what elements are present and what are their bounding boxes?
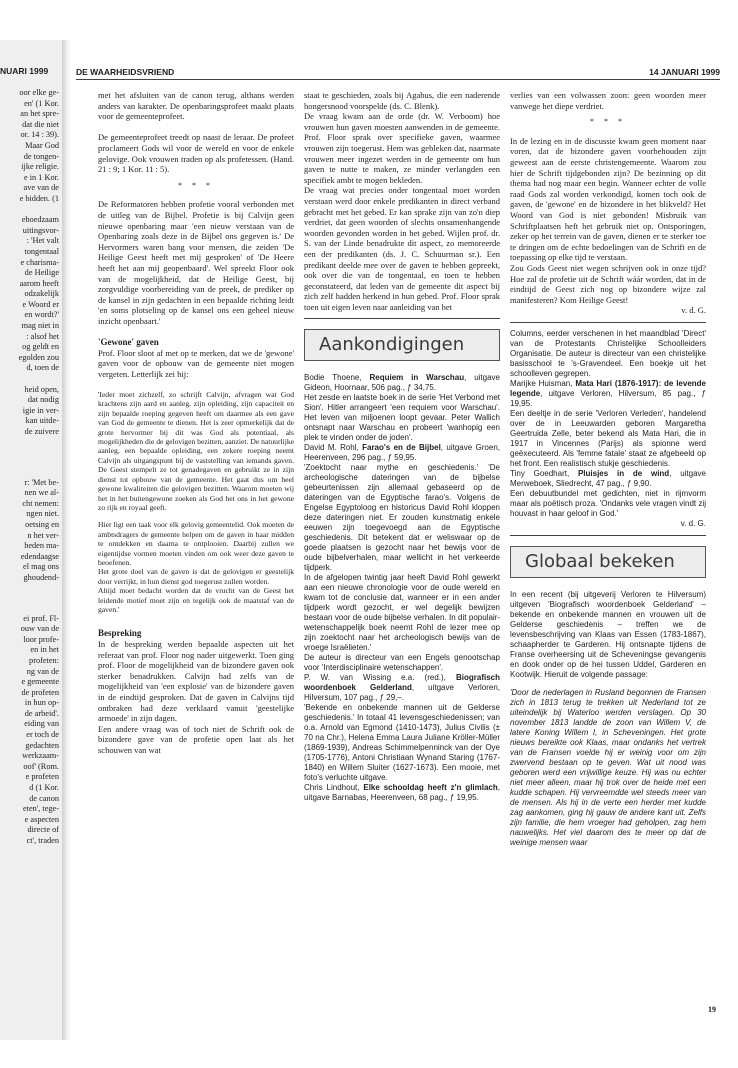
- paragraph: De Reformatoren hebben profetie vooral verbonden met de uitleg van de Bijbel. Profetie is bij Calvijn geen nieuwe openbaring maar 'een nieuw verstaan van de Openbaring zoals deze in de Bijbel ons gegeven is.' De Hervormers waren bang voor mensen, die zeiden 'De Heilige Geest heeft met mij gesproken' of 'De Heere heeft het aan mij geopenbaard'. Wel spreekt Floor ook van de mogelijkheid, dat de Heilige Geest, bij zorgvuldige voorbereiding van de preek, de prediker op de kansel in zijn gedachten in een bepaalde richting leidt 'en soms plotseling op de kansel ons een geheel nieuw inzicht openbaart.': [98, 199, 294, 326]
- announcements-banner: Aankondigingen: [304, 329, 500, 361]
- book-title: Requiem in Warschau: [369, 373, 465, 383]
- author-signature: v. d. G.: [680, 518, 706, 528]
- paragraph: met het afsluiten van de canon terug, althans werden anders van karakter. De openbaringsprofeet maakt plaats voor de gemeenteprofeet.: [98, 90, 294, 122]
- announcement-item: [304, 373, 500, 393]
- divider: [304, 318, 500, 319]
- book-title: Farao's en de Bijbel: [362, 443, 441, 453]
- book-details: , uitgave Verloren, Hilversum, 85 pag., ƒ 19,95.: [510, 388, 706, 408]
- announcement-description: In de afgelopen twintig jaar heeft David Rohl gewerkt aan een nieuwe chronologie voor de oude wereld en kwam tot de conclusie dat, wanneer er in een ander tijdperk wordt gezocht, er wel degelijk bewijzen bestaan voor de oude bijbelse verhalen. In dit populair-wetenschappelijk boek neemt Rohl de lezer mee op zijn zoektocht naar het archeologisch bewijs van de vroege Israëlieten.': [304, 573, 500, 653]
- book-author: Tiny Goedhart,: [510, 468, 578, 478]
- announcement-description: 'Zoektocht naar mythe en geschiedenis.' 'De archeologische dateringen van de bijbelse gebeurtenissen zijn allemaal gebaseerd op de dateringen van de Egyptische farao's. Volgens de Engelse Egyptoloog en historicus David Rohl kloppen deze dateringen niet. Er zouden kunstmatig enkele eeuwen zijn toegevoegd aan de Egyptische geschiedenis. Dit betekent dat er weliswaar op de goede plaatsen is gezocht naar het bewijs voor de oude bijbelverhalen, maar wellicht in het verkeerde tijdperk.: [304, 463, 500, 573]
- issue-date: 14 JANUARI 1999: [649, 67, 720, 77]
- paragraph: In de lezing en in de discussie kwam geen moment naar voren, dat de bizondere gaven voorbehouden zijn geweest aan de eerste christengemeente. Waarom zou hier de Schrift tijdgebonden zijn? De bezinning op dit thema had nog maar een begin. Wanneer echter de volle raad Gods zal worden verkondigd, komen toch ook de gaven, de 'gewone' en de bizondere in het blikveld? Het Woord van God is niet gebonden! Misbruik van Schriftplaatsen heft het gebruik niet op. Ontsporingen, zeker op het terrein van de gaven, dienen er te sterker toe te dringen om de echte bedoelingen van de Schrift en de toepassing op elke tijd te verstaan.: [510, 135, 706, 263]
- book-author: David M. Rohl,: [304, 443, 363, 453]
- announcement-item: [510, 469, 706, 489]
- paragraph: verlies van een volwassen zoon: geen woorden meer vanwege het diepe verdriet.: [510, 90, 706, 111]
- section-heading: Bespreking: [98, 628, 142, 639]
- globaal-bekeken-banner: Globaal bekeken: [510, 546, 706, 578]
- announcement-description: Columns, eerder verschenen in het maandblad 'Direct' van de Protestants Christelijke Schoolleiders Organisatie. De auteur is directeur van een christelijke basisschool te 's-Gravendeel. Een boekje uit het schoolleven gegrepen.: [510, 328, 706, 378]
- announcement-description: Een deeltje in de serie 'Verloren Verleden', handelend over de in Leeuwarden geboren Margaretha Geertruida Zelle, beter bekend als Mata Hari, die in 1917 in Vincennes (Parijs) als spionne werd geëxecuteerd. Als 'femme fatale' staat ze afgebeeld op het front. Een realistisch stukje geschiedenis.: [510, 408, 706, 468]
- paragraph: Zou Gods Geest niet wegen schrijven ook in onze tijd? Hoe zal de profetie uit de Schrift wáár worden, dat in de eindtijd de Geest zich nog op bizondere wijze zal manifesteren? Kom Heilige Geest!: [510, 262, 706, 305]
- previous-page-edge: [0, 40, 62, 1040]
- book-details: , uitgave Merweboek, Sliedrecht, 47 pag., ƒ 9,90.: [510, 468, 706, 488]
- book-title: Elke schooldag heeft z'n glimlach: [363, 783, 498, 793]
- column-1: [98, 90, 294, 756]
- page-header: [76, 67, 720, 80]
- book-author: Bodie Thoene,: [304, 373, 370, 383]
- book-author: Chris Lindhout,: [304, 783, 364, 793]
- previous-page-fragment: heid open, dat nodig igie in ver- kan uitde- de zuivere: [22, 384, 59, 436]
- paragraph: De vraag kwam aan de orde (dr. W. Verboom) hoe vrouwen hun gaven moesten aanwenden in de gemeente. Prof. Floor sprak over specifieke gaven, waarmee vrouwen zijn toegerust. Hem was gebleken dat, naarmate vrouwen meer ingezet werden in de gemeente om hun gaven te nutte te maken, ze minder verlangden een specifiek ambt te mogen bekleden.: [304, 111, 500, 185]
- announcement-item: [510, 379, 706, 409]
- previous-page-fragment: r: 'Met be- nen we al- cht nemen: ngen niet. oetsing en n het ver- heden ma- edendaagse el mag ons ghoudend-: [20, 477, 59, 582]
- announcement-description: 'Bekende en onbekende mannen uit de Gelderse geschiedenis.' In totaal 41 levensgeschiedenissen; van o.a. Arnold van Egmond (1410-1473), Julius Civilis (± 70 na Chr.), Helena Emma Laura Juliane Kröller-Müller (1869-1939), Andreas Schimmelpenninck van der Oye (1705-1776), Antoni Christiaan Wynand Staring (1767-1840) en Willem Sluiter (1627-1673). Een mooie, met foto's verluchte uitgave.: [304, 703, 500, 783]
- previous-page-fragment: ehoedzaam uitingsvor- : 'Het valt tongentaal e charisma- de Heilige aarom heeft odzakelijk e Woord er en wordt?' mag niet in : alsof het og geldt en egolden zou d, toen de: [18, 215, 59, 373]
- paragraph: In de bespreking werden bepaalde aspecten uit het referaat van prof. Floor nog nader uitgewerkt. Toen ging prof. Floor de mogelijkheid van de bizondere gaven ook sterker benadrukken. Calvijn had zelfs van de mogelijkheid van 'een explosie' van de bizondere gaven in de eindtijd gesproken. Dat de gaven in Calvijns tijd ontbraken had deze verklaard vanuit 'geestelijke armoede' in zijn dagen.: [98, 638, 294, 724]
- announcement-description: Een debuutbundel met gedichten, niet in rijmvorm maar als poëtisch proza. 'Ondanks vele vragen vindt zij houvast in haar geloof in God.': [510, 488, 706, 518]
- book-author: P. W. van Wissing e.a. (red.),: [304, 673, 456, 683]
- paragraph: staat te geschieden, zoals bij Agabus, die een naderende hongersnood voorspelde (ds. C. Blenk).: [304, 90, 500, 111]
- globaal-quote: 'Door de nederlagen in Rusland begonnen de Fransen zich in 1813 terug te trekken uit Nederland tot ze uiteindelijk bij Waterloo werden verslagen. Op 30 november 1813 landde de zoon van Willem V, de latere Koning Willem I, in Scheveningen. Het grote nieuws bereikte ook Klaas, maar ondanks het vertrek van de Fransen voelde hij er weinig voor om zijn zwervend bestaan op te geven. Wat uit nood was geboren werd een vrijwillige keuze. Hij was nu echter niet meer alleen, maar hij trok over de heide met een kudde schapen. Hij vervreemdde wel steeds meer van de mensen. Als hij in de verte een herder met kudde zag aankomen, ging hij gauw de andere kant uit. Zelfs zijn familie, die hem vroeger had geholpen, zag hem nauwelijks. Het viel daarom des te meer op dat de weinige mensen waar: [510, 687, 706, 847]
- quote-paragraph: 'Ieder moet zichzelf, zo schrijft Calvijn, afvragen wat God krachtens zijn aard en aanleg, zijn opleiding, zijn capaciteit en zijn bepaalde roeping gegeven heeft om daarmee als een gave van God de gemeente te dienen. Het is zeer opmerkelijk dat de grote hervormer bij dit was God als potentiaal, als mogelijkheden die de gelovigen bezitten, aanziet. De natuurlijke aanleg, een bepaalde opleiding, een zekere roeping neemt Calvijn als uitgangspunt bij de vaststelling van iemands gaven. De Geest stempelt ze tot genadegaven en gebruikt ze in zijn dienst tot opbouw van de gemeente. Het gaat dus om heel gewone kwaliteiten die gelovigen bezitten. Waarom moeten wij het in het buitengewone zoeken als God het ons in het gewone zo rijk en royaal geeft.: [98, 390, 294, 512]
- book-details: , uitgave Gideon, Hoornaar, 506 pag., ƒ 34,75.: [304, 373, 501, 393]
- divider: [510, 535, 706, 536]
- announcement-description: Het zesde en laatste boek in de serie 'Het Verbond met Sion'. Hitler arrangeert 'een requiem voor Warschau'. Het leven van miljoenen loopt gevaar. Peter Wallich ontsnapt naar Warschau en probeert 'wanhopig een plek te vinden onder de joden'.: [304, 393, 500, 443]
- quote-paragraph: Altijd moet bedacht worden dat de vrucht van de Geest het leidende motief moet zijn en tegelijk ook de maatstaf van de gaven.': [98, 586, 294, 614]
- section-separator: * * *: [178, 180, 214, 190]
- book-title: Biografisch woordenboek Gelderland: [304, 673, 500, 693]
- previous-page-fragment: ei prof. Fl- ouw van de loor profe- en in het profeten: ng van de e gemeente de profeten in hun op- de arbeid'. eiding van er toch de gedachten werkzaam- oof' (Rom. e profeten d (1 Kor. de canon eten', tege- e aspecten directe of ct', traden: [20, 613, 59, 845]
- paragraph: De vraag wat precies onder tongentaal moet worden verstaan werd door enkele predikanten in direct verband gebracht met het gebed. Er kan sprake zijn van zo'n diep verdriet, dat geen woorden of slechts onsamenhangende woorden gevonden worden in het gebed. Wijlen prof. dr. S. van der Linde benadrukte dit aspect, zo memoreerde een der predikanten (ds. J. C. Schuurman sr.). Een predikant deelde mee over de gaven te hebben gepreekt, ook over die van de tongentaal, en toen te hebben geconstateerd, dat leden van de gemeente dit aspect bij zich zelf hadden herkend in hun gebed. Prof. Floor sprak toen uit eigen leven naar aanleiding van het: [304, 185, 500, 312]
- book-author: Marijke Huisman,: [510, 378, 576, 388]
- announcement-description: De auteur is directeur van een Engels genootschap voor 'Interdisciplinaire wetenschappen'.: [304, 653, 500, 673]
- announcement-item: [304, 673, 500, 703]
- quote-paragraph: Het grote doel van de gaven is dat de gelovigen er geestelijk door verrijkt, in hun dienst god toegerust zullen worden.: [98, 567, 294, 586]
- paragraph: Prof. Floor sloot af met op te merken, dat we de 'gewone' gaven voor de opbouw van de gemeente niet mogen vergeten. Letterlijk zei hij:: [98, 347, 294, 379]
- previous-page-text: [0, 88, 59, 857]
- paragraph: De gemeenteprofeet treedt op naast de leraar. De profeet proclameert Gods wil voor de wereld en voor de enkele gelovige. Ook vrouwen traden op als profetessen. (Hand. 21 : 9; 1 Kor. 11 : 5).: [98, 132, 294, 175]
- column-3: [510, 90, 706, 848]
- book-gutter: [62, 40, 72, 1040]
- section-heading: 'Gewone' gaven: [98, 337, 159, 348]
- book-title: Mata Hari (1876-1917): de levende legende: [510, 378, 707, 398]
- quote-paragraph: Hier ligt een taak voor elk gelovig gemeentelid. Ook moeten de ambtsdragers de gemeente helpen om de gaven in haar midden te ontdekken en daarna te ontplooien. Daarbij zullen we eigentijdse vormen moeten vinden om ook weer deze gaven te beoefenen.: [98, 520, 294, 567]
- section-separator: * * *: [590, 117, 626, 127]
- announcement-item: [304, 443, 500, 463]
- paragraph: Een andere vraag was of toch niet de Schrift ook de bizondere gave van de profetie open laat als het schouwen van wat: [98, 723, 294, 755]
- page-number: 19: [708, 1005, 716, 1014]
- globaal-intro: In een recent (bij uitgeverij Verloren te Hilversum) uitgeven 'Biografisch woordenboek Gelderland' – bekende en onbekende mannen en vrouwen uit de Gelderse geschiedenis – treffen we de levensbeschrijving van Klaas van Essen (1783-1867), schaapherder te Garderen. Hij ontsnapte tijdens de Franse overheersing uit de Scheveningse gevangenis en dook onder op de hei tussen Uddel, Garderen en Kootwijk. Hieruit de volgende passage:: [510, 589, 706, 679]
- magazine-page: [72, 40, 732, 1040]
- book-details: , uitgave Groen, Heerenveen, 296 pag., ƒ 59,95.: [304, 443, 500, 463]
- book-title: Pluisjes in de wind: [577, 468, 670, 478]
- publication-name: DE WAARHEIDSVRIEND: [76, 67, 175, 77]
- previous-page-fragment: oor elke ge- en' (1 Kor. an het spre- dat die niet or. 14 : 39). Maar God de tongen- ijke religie. e in 1 Kor. ave van de e bidden. (1: [19, 88, 59, 203]
- book-details: , uitgave Verloren, Hilversum, 107 pag., ƒ 29,–.: [304, 683, 501, 703]
- previous-page-header: NUARI 1999: [0, 66, 49, 76]
- book-details: , uitgave Barnabas, Heerenveen, 68 pag., ƒ 19,95.: [304, 783, 500, 803]
- divider: [510, 322, 706, 323]
- author-signature: v. d. G.: [681, 305, 706, 316]
- column-2: [304, 90, 500, 803]
- announcement-item: [304, 783, 500, 803]
